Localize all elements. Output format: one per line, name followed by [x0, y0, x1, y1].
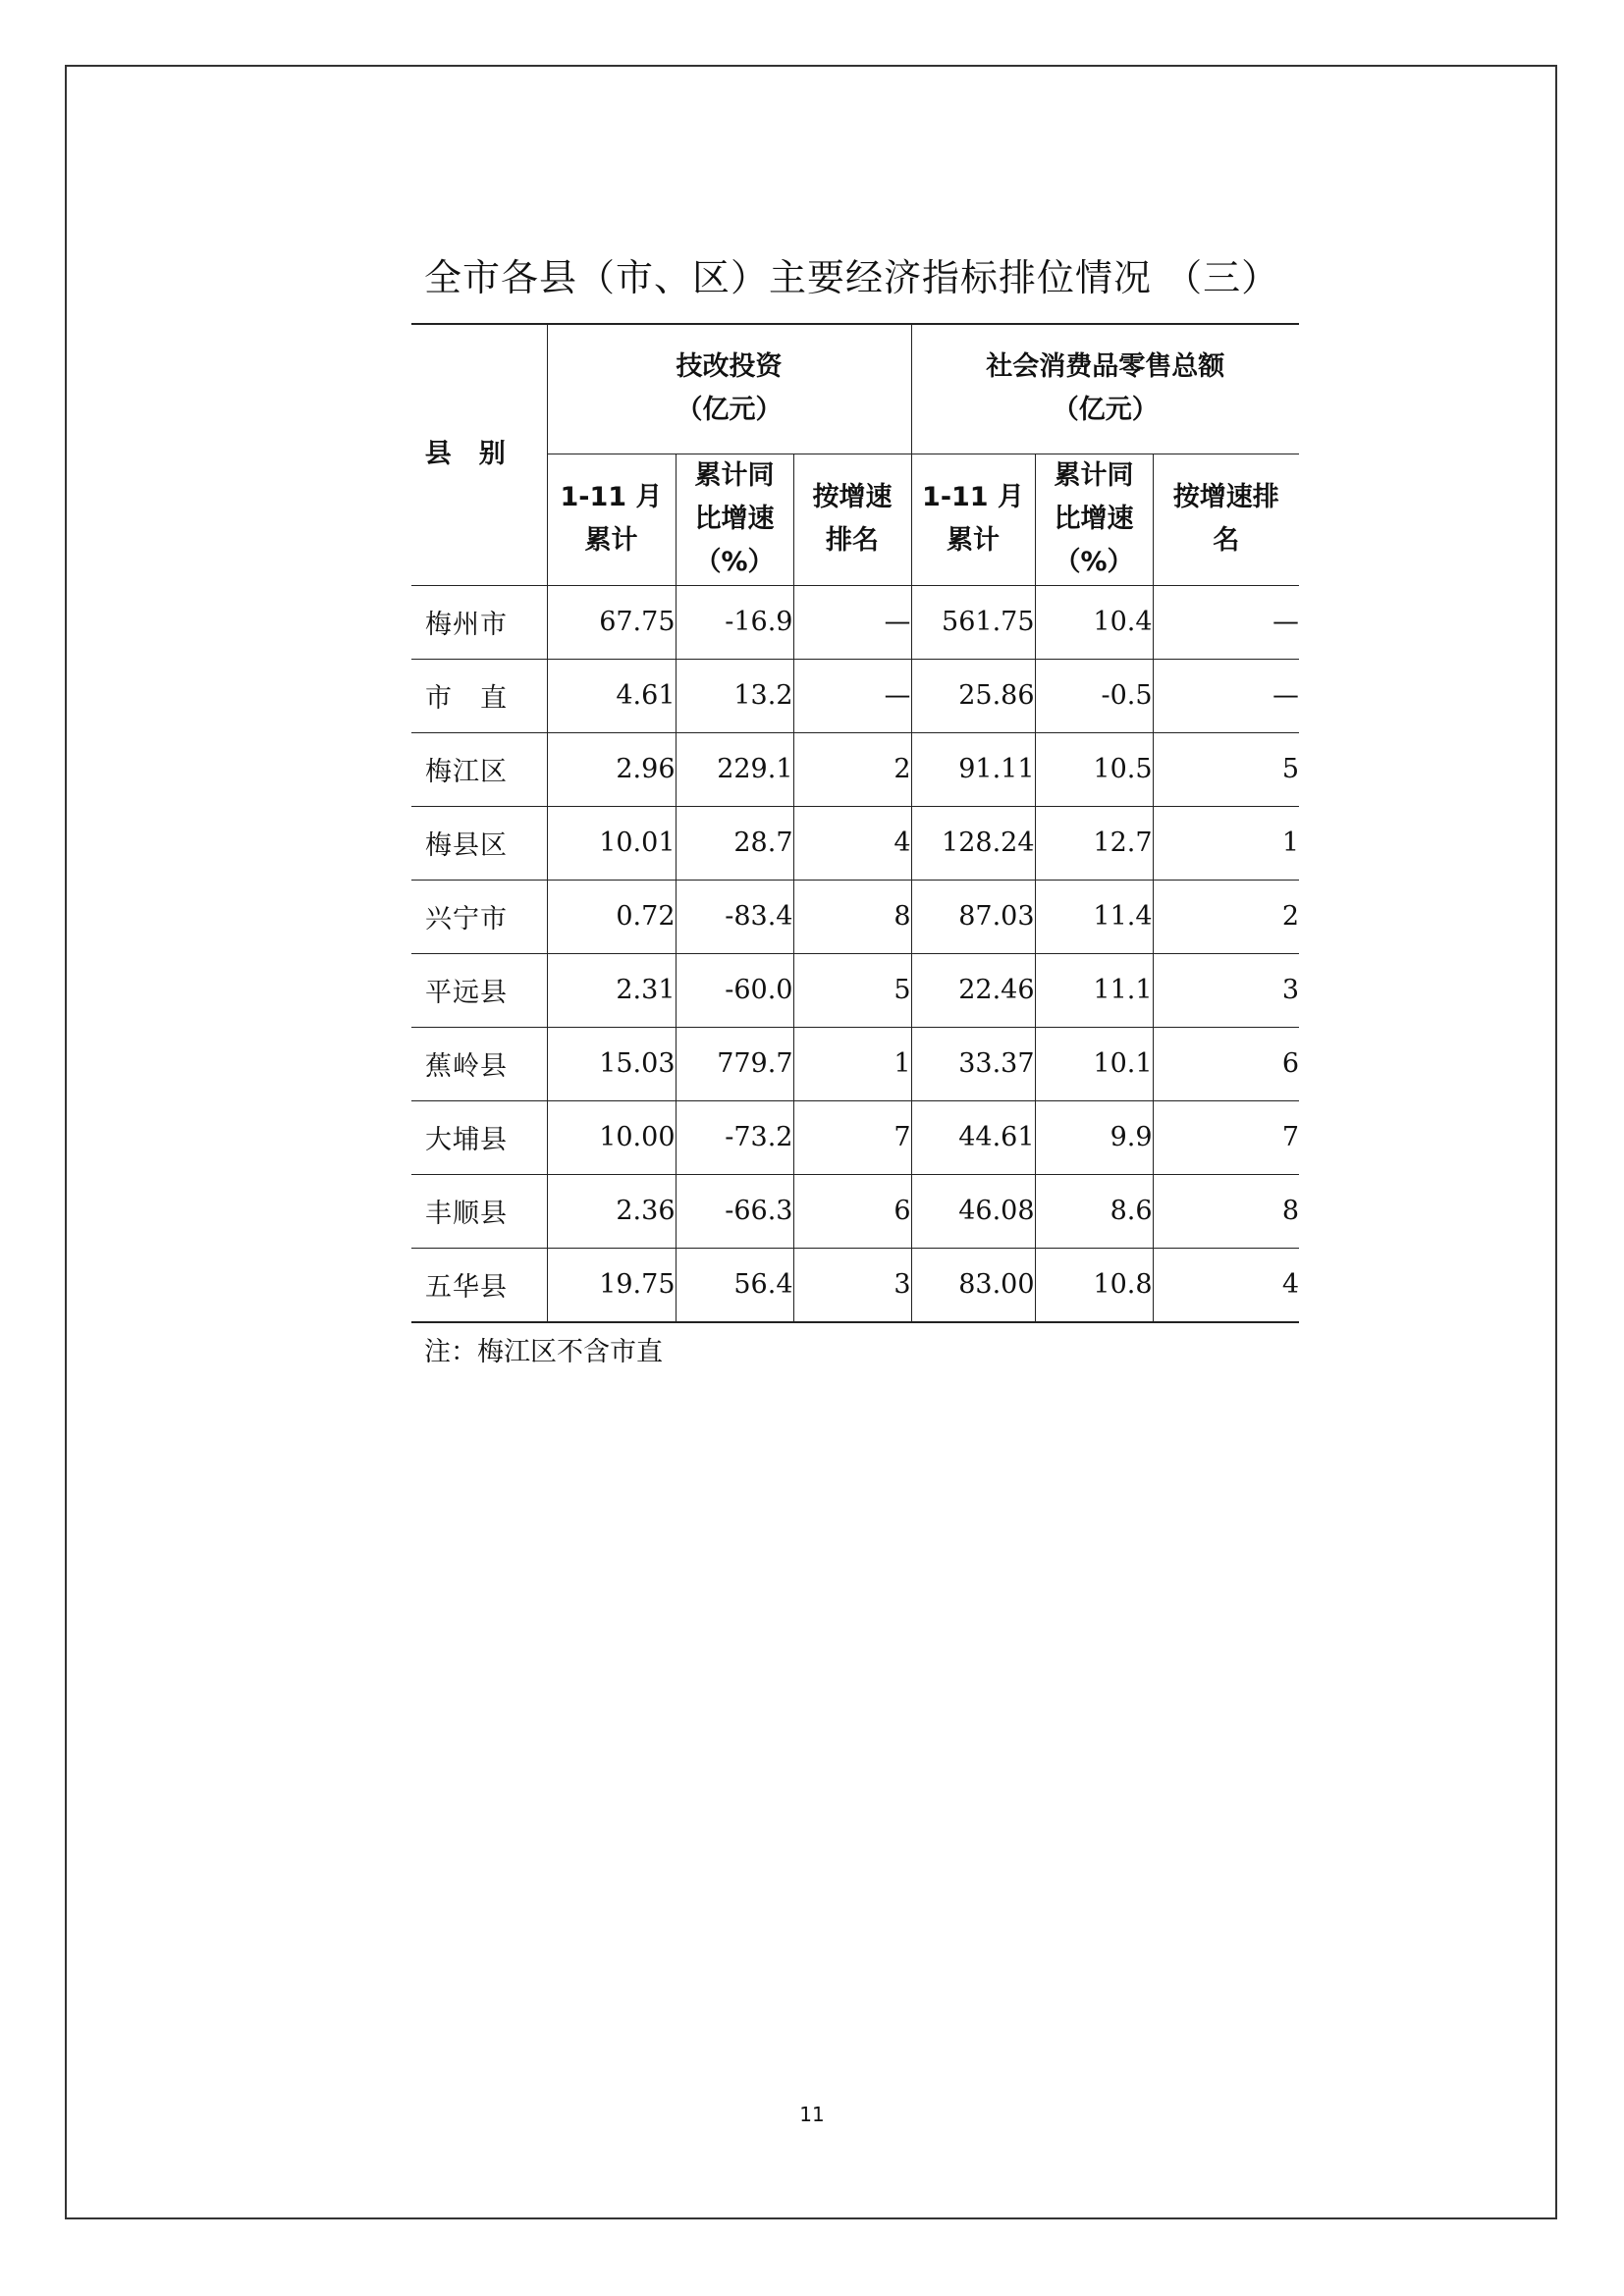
retail-cumulative-cell: 83.00	[911, 1248, 1035, 1322]
header-line: 累计同	[694, 460, 775, 491]
tech-investment-unit: （亿元）	[676, 395, 783, 426]
page-title: 全市各县（市、区）主要经济指标排位情况 （三）	[424, 256, 1280, 299]
table-row	[411, 732, 1299, 806]
retail-rank-cell: 1	[1153, 806, 1299, 880]
retail-cumulative-cell: 128.24	[911, 806, 1035, 880]
retail-sales-unit: （亿元）	[1052, 395, 1159, 426]
retail-rank-cell: 6	[1153, 1027, 1299, 1100]
investment-growth-cell: -83.4	[676, 880, 793, 953]
investment-cumulative-cell: 2.31	[547, 953, 676, 1027]
header-line: 比增速	[694, 504, 775, 534]
page-number: 11	[799, 2103, 825, 2126]
county-name-cell: 梅江区	[411, 732, 547, 806]
investment-cumulative-cell: 0.72	[547, 880, 676, 953]
investment-growth-cell: -73.2	[676, 1100, 793, 1174]
retail-cumulative-cell: 25.86	[911, 659, 1035, 732]
retail-sales-header	[911, 324, 1299, 454]
retail-rank-cell: 2	[1153, 880, 1299, 953]
county-name-cell: 蕉岭县	[411, 1027, 547, 1100]
retail-rank-cell: 8	[1153, 1174, 1299, 1248]
investment-rank-cell: —	[793, 659, 911, 732]
retail-cumulative-cell: 561.75	[911, 585, 1035, 659]
economic-indicators-table	[411, 323, 1299, 1323]
table-row	[411, 1027, 1299, 1100]
header-line: 1-11 月	[560, 482, 663, 512]
header-line: 按增速	[812, 482, 893, 512]
retail-growth-cell: 10.4	[1035, 585, 1153, 659]
investment-growth-header	[676, 454, 793, 585]
investment-rank-cell: 1	[793, 1027, 911, 1100]
county-name-cell: 梅州市	[411, 585, 547, 659]
investment-growth-cell: 779.7	[676, 1027, 793, 1100]
table-row	[411, 806, 1299, 880]
investment-growth-cell: 13.2	[676, 659, 793, 732]
investment-rank-cell: 3	[793, 1248, 911, 1322]
table-row	[411, 1100, 1299, 1174]
retail-cumulative-cell: 33.37	[911, 1027, 1035, 1100]
investment-rank-cell: 7	[793, 1100, 911, 1174]
investment-cumulative-cell: 2.96	[547, 732, 676, 806]
investment-growth-cell: 56.4	[676, 1248, 793, 1322]
tech-investment-title: 技改投资	[676, 351, 783, 383]
table-row	[411, 585, 1299, 659]
table-row	[411, 1174, 1299, 1248]
header-line: 名	[1213, 525, 1240, 556]
header-line: 累计	[584, 525, 638, 556]
county-name-cell: 大埔县	[411, 1100, 547, 1174]
retail-cumulative-header	[911, 454, 1035, 585]
table-row	[411, 953, 1299, 1027]
investment-growth-cell: 28.7	[676, 806, 793, 880]
header-line: 排名	[826, 525, 879, 556]
investment-cumulative-cell: 10.01	[547, 806, 676, 880]
county-name-cell: 兴宁市	[411, 880, 547, 953]
investment-cumulative-cell: 15.03	[547, 1027, 676, 1100]
retail-cumulative-cell: 91.11	[911, 732, 1035, 806]
retail-cumulative-cell: 87.03	[911, 880, 1035, 953]
retail-growth-cell: -0.5	[1035, 659, 1153, 732]
header-line: 按增速排	[1172, 482, 1279, 512]
retail-growth-cell: 8.6	[1035, 1174, 1153, 1248]
header-line: （%）	[1054, 547, 1134, 577]
retail-sales-title: 社会消费品零售总额	[986, 351, 1225, 383]
county-name-cell: 丰顺县	[411, 1174, 547, 1248]
table-note: 注：梅江区不含市直	[424, 1337, 663, 1367]
retail-rank-cell: —	[1153, 585, 1299, 659]
investment-rank-cell: —	[793, 585, 911, 659]
investment-cumulative-cell: 67.75	[547, 585, 676, 659]
table-body	[411, 585, 1299, 1322]
retail-growth-cell: 10.8	[1035, 1248, 1153, 1322]
retail-rank-cell: 3	[1153, 953, 1299, 1027]
retail-growth-cell: 11.1	[1035, 953, 1153, 1027]
investment-growth-cell: -66.3	[676, 1174, 793, 1248]
investment-rank-cell: 8	[793, 880, 911, 953]
retail-cumulative-cell: 22.46	[911, 953, 1035, 1027]
header-line: 累计同	[1054, 460, 1134, 491]
investment-growth-cell: -16.9	[676, 585, 793, 659]
investment-rank-cell: 6	[793, 1174, 911, 1248]
county-name-cell: 梅县区	[411, 806, 547, 880]
header-line: 比增速	[1054, 504, 1134, 534]
investment-cumulative-header	[547, 454, 676, 585]
retail-rank-cell: 4	[1153, 1248, 1299, 1322]
investment-cumulative-cell: 10.00	[547, 1100, 676, 1174]
investment-cumulative-cell: 2.36	[547, 1174, 676, 1248]
retail-cumulative-cell: 44.61	[911, 1100, 1035, 1174]
retail-growth-cell: 12.7	[1035, 806, 1153, 880]
investment-rank-cell: 2	[793, 732, 911, 806]
county-column-header: 县别	[411, 324, 547, 585]
investment-cumulative-cell: 19.75	[547, 1248, 676, 1322]
retail-rank-cell: 5	[1153, 732, 1299, 806]
retail-rank-cell: —	[1153, 659, 1299, 732]
table-row	[411, 659, 1299, 732]
header-line: （%）	[694, 547, 775, 577]
tech-investment-header	[547, 324, 911, 454]
investment-rank-cell: 5	[793, 953, 911, 1027]
investment-rank-header	[793, 454, 911, 585]
retail-rank-cell: 7	[1153, 1100, 1299, 1174]
group-header-row	[411, 324, 1299, 454]
investment-rank-cell: 4	[793, 806, 911, 880]
retail-cumulative-cell: 46.08	[911, 1174, 1035, 1248]
investment-growth-cell: 229.1	[676, 732, 793, 806]
header-line: 累计	[947, 525, 1001, 556]
county-name-cell: 五华县	[411, 1248, 547, 1322]
retail-growth-cell: 10.5	[1035, 732, 1153, 806]
retail-rank-header	[1153, 454, 1299, 585]
county-name-cell: 市 直	[411, 659, 547, 732]
table-row	[411, 1248, 1299, 1322]
retail-growth-cell: 11.4	[1035, 880, 1153, 953]
header-line: 1-11 月	[922, 482, 1024, 512]
county-name-cell: 平远县	[411, 953, 547, 1027]
table-row	[411, 880, 1299, 953]
investment-cumulative-cell: 4.61	[547, 659, 676, 732]
retail-growth-cell: 9.9	[1035, 1100, 1153, 1174]
investment-growth-cell: -60.0	[676, 953, 793, 1027]
retail-growth-header	[1035, 454, 1153, 585]
retail-growth-cell: 10.1	[1035, 1027, 1153, 1100]
